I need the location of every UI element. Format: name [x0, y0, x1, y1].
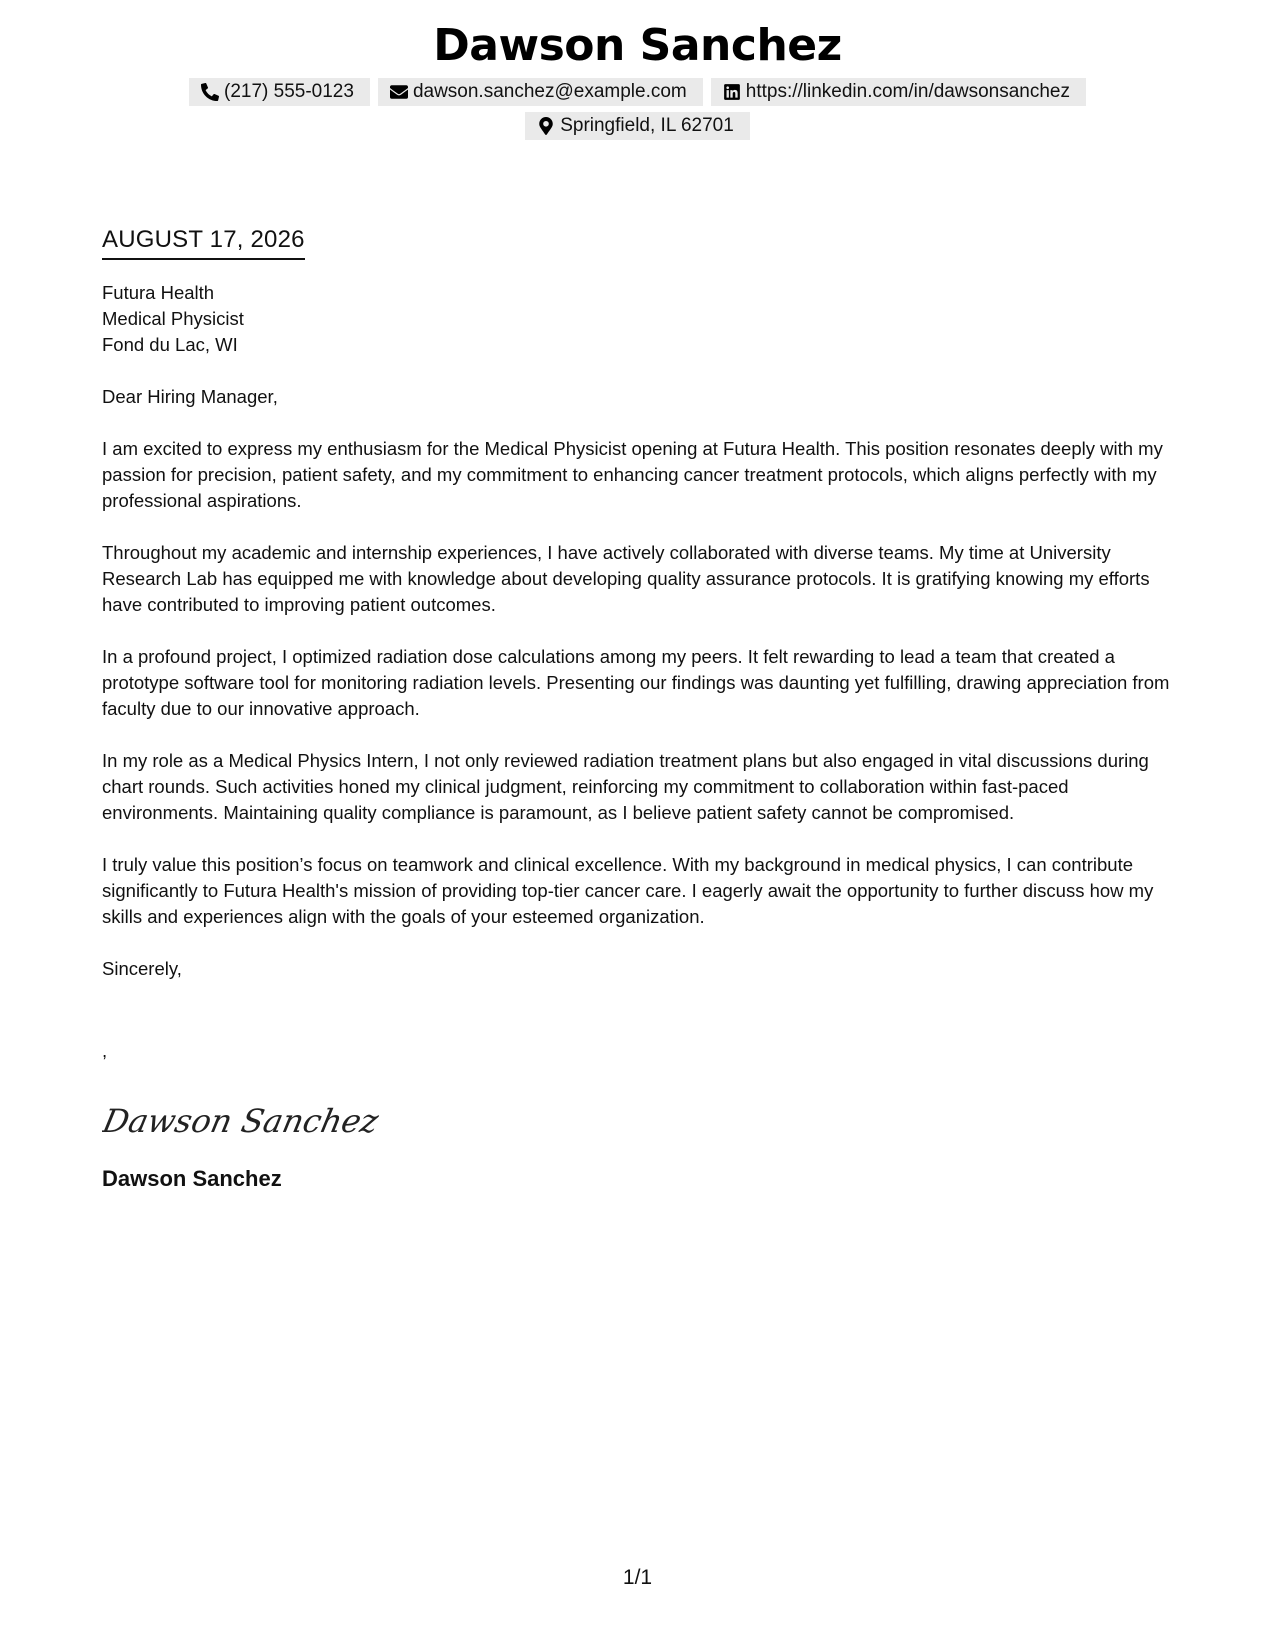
contact-bar [188, 78, 1088, 146]
contact-linkedin[interactable] [711, 78, 1086, 106]
page-number: 1/1 [622, 1566, 653, 1589]
closing: Sincerely, [102, 958, 182, 979]
contact-email-text: dawson.sanchez@example.com [412, 81, 687, 102]
contact-linkedin-text: https://linkedin.com/in/dawsonsanchez [745, 81, 1070, 102]
envelope-icon [390, 83, 408, 101]
paragraph-4: In my role as a Medical Physics Intern, I not only reviewed radiation treatment plans but also engaged in vital discussions during chart rounds. Such activities honed my clinical judgment, reinforcing my commitment to collaboration within fast-paced environments. Maintaining quality compliance is paramount, as I believe patient safety cannot be compromised. [102, 750, 1149, 823]
letter-header [0, 18, 1275, 146]
paragraph-1: I am excited to express my enthusiasm for the Medical Physicist opening at Futura Health. This position resonates deeply with my passion for precision, patient safety, and my commitment to enhancing cancer treatment protocols, which aligns perfectly with my professional aspirations. [102, 438, 1163, 511]
recipient-location: Fond du Lac, WI [102, 334, 238, 355]
map-marker-icon [537, 117, 555, 135]
recipient-block [102, 280, 1174, 358]
salutation: Dear Hiring Manager, [102, 386, 278, 407]
contact-phone [189, 78, 370, 106]
contact-location [525, 112, 750, 140]
contact-location-text: Springfield, IL 62701 [560, 115, 734, 136]
letter-body [102, 224, 1174, 1194]
phone-icon [201, 83, 219, 101]
applicant-name: Dawson Sanchez [433, 20, 842, 71]
signature-script: Dawson Sanchez [102, 1102, 382, 1140]
recipient-position: Medical Physicist [102, 308, 244, 329]
handwritten-signature [102, 1090, 462, 1150]
paragraph-3: In a profound project, I optimized radiation dose calculations among my peers. It felt rewarding to lead a team that created a prototype software tool for monitoring radiation levels. Presenting our findings was daunting yet fulfilling, drawing appreciation from faculty due to our innovative approach. [102, 646, 1170, 719]
signer-name: Dawson Sanchez [102, 1166, 282, 1191]
contact-phone-text: (217) 555-0123 [224, 81, 354, 102]
contact-email[interactable] [378, 78, 703, 106]
letter-date: AUGUST 17, 2026 [102, 224, 305, 260]
recipient-company: Futura Health [102, 282, 215, 303]
signature-image [102, 1090, 462, 1150]
paragraph-2: Throughout my academic and internship experiences, I have actively collaborated with diverse teams. My time at University Research Lab has equipped me with knowledge about developing quality assurance protocols. It is gratifying knowing my efforts have contributed to improving patient outcomes. [102, 542, 1150, 615]
paragraph-5: I truly value this position’s focus on teamwork and clinical excellence. With my background in medical physics, I can contribute significantly to Futura Health's mission of providing top-tier cancer care. I eagerly await the opportunity to further discuss how my skills and experiences align with the goals of your esteemed organization. [102, 854, 1154, 927]
comma-line: , [102, 1040, 108, 1061]
linkedin-icon [723, 83, 741, 101]
